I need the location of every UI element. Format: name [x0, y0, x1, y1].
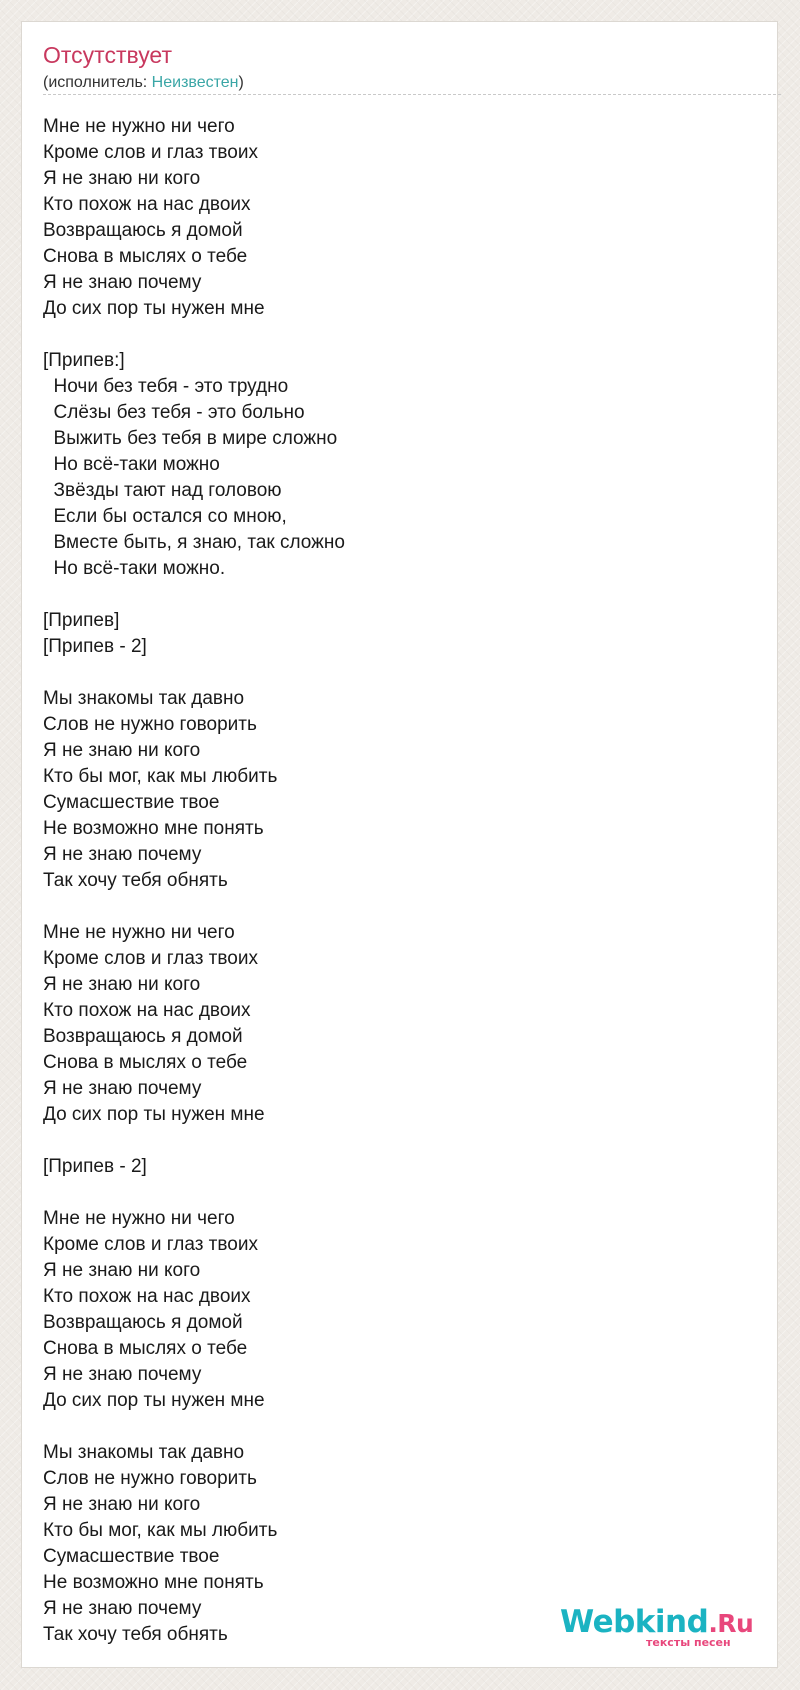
lyrics-card: [21, 21, 778, 1668]
artist-line: [43, 73, 244, 92]
logo-tld: .Ru: [708, 1609, 754, 1638]
lyrics-text: Мне не нужно ни чего Кроме слов и глаз твоих Я не знаю ни кого Кто похож на нас двоих Возвращаюсь я домой Снова в мыслях о тебе Я не знаю почему До сих пор ты нужен мне [Припев:] Ночи без тебя - это трудно Слёзы без тебя - это больно Выжить без тебя в мире сложно Но всё-таки можно Звёзды тают над головою Если бы остался со мною, Вместе быть, я знаю, так сложно Но всё-таки можно. [Припев] [Припев - 2] Мы знакомы так давно Слов не нужно говорить Я не знаю ни кого Кто бы мог, как мы любить Сумасшествие твое Не возможно мне понять Я не знаю почему Так хочу тебя обнять Мне не нужно ни чего Кроме слов и глаз твоих Я не знаю ни кого Кто похож на нас двоих Возвращаюсь я домой Снова в мыслях о тебе Я не знаю почему До сих пор ты нужен мне [Припев - 2] Мне не нужно ни чего Кроме слов и глаз твоих Я не знаю ни кого Кто похож на нас двоих Возвращаюсь я домой Снова в мыслях о тебе Я не знаю почему До сих пор ты нужен мне Мы знакомы так давно Слов не нужно говорить Я не знаю ни кого Кто бы мог, как мы любить Сумасшествие твое Не возможно мне понять Я не знаю почему Так хочу тебя обнять: [43, 116, 345, 1645]
artist-prefix: (исполнитель:: [43, 74, 152, 91]
site-logo[interactable]: [560, 1604, 780, 1654]
logo-tagline: тексты песен: [646, 1636, 731, 1649]
artist-link[interactable]: Неизвестен: [151, 74, 239, 91]
logo-name: Webkind: [560, 1604, 709, 1640]
divider: [43, 94, 781, 95]
artist-suffix: ): [238, 74, 244, 91]
song-title: Отсутствует: [43, 42, 172, 68]
